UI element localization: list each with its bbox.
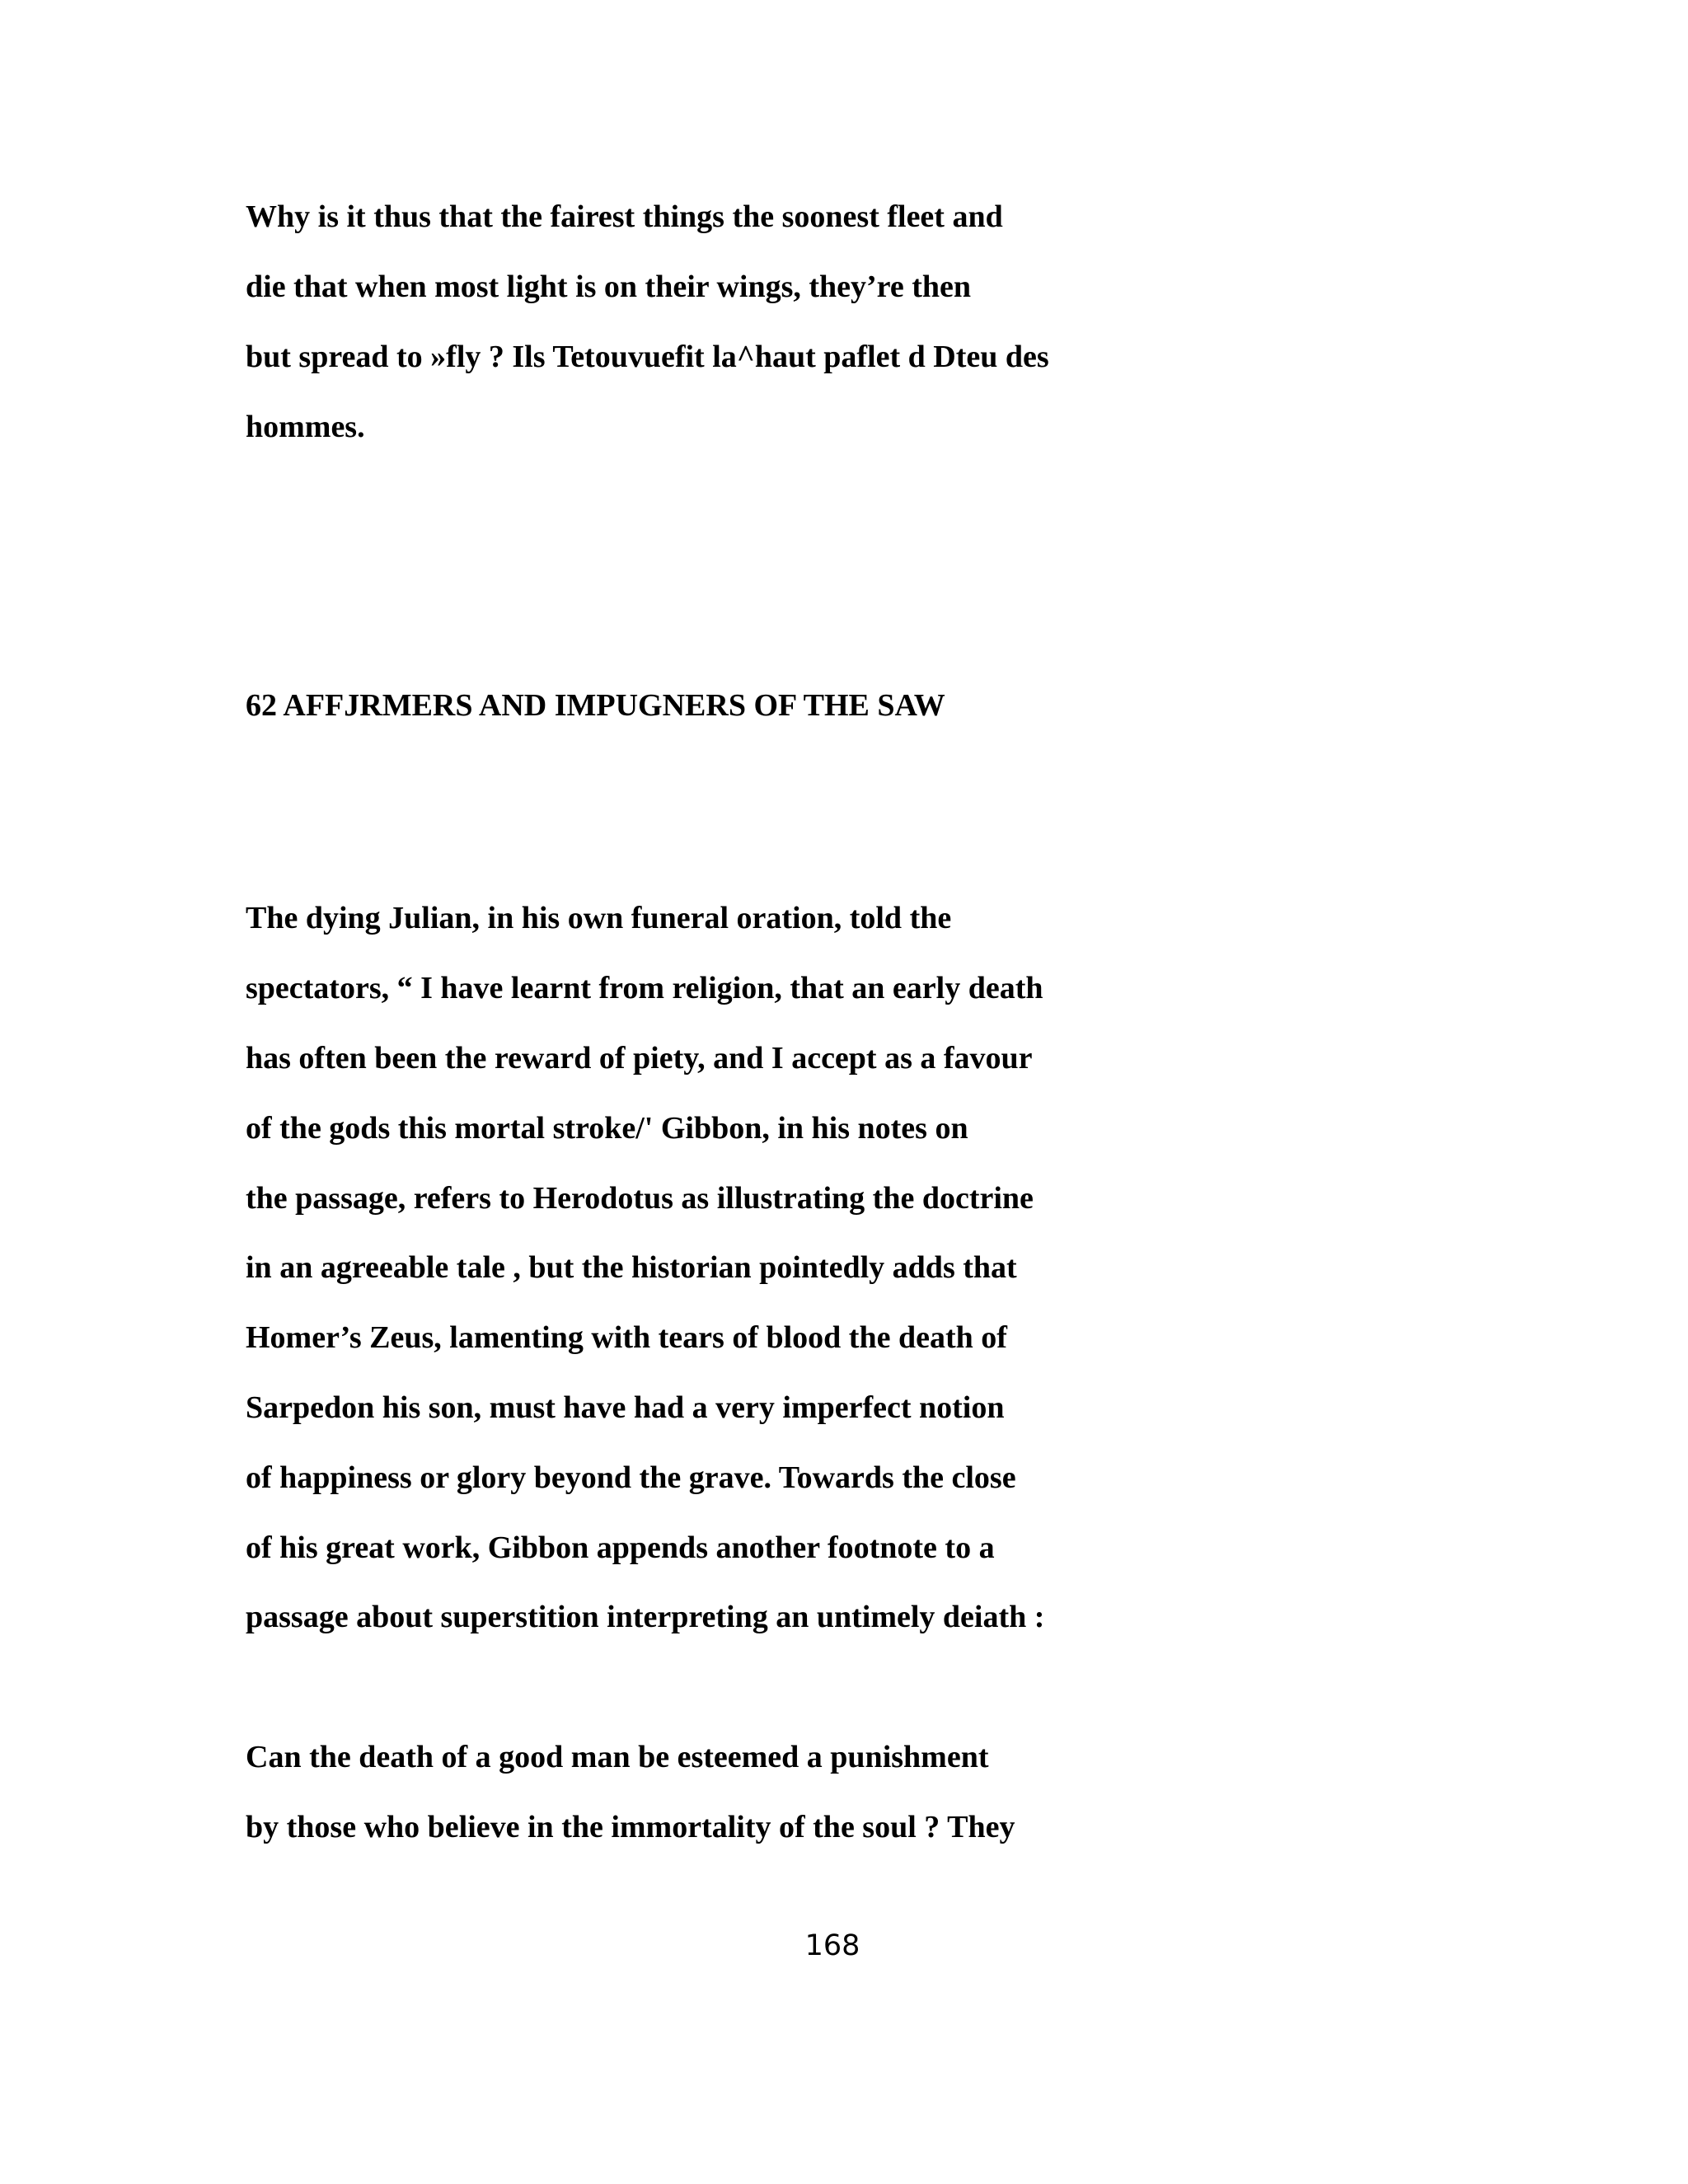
- text-line: of his great work, Gibbon appends another footnote to a: [246, 1530, 995, 1565]
- text-line: Why is it thus that the fairest things the soonest fleet and: [246, 199, 1003, 234]
- text-line: the passage, refers to Herodotus as illustrating the doctrine: [246, 1181, 1034, 1216]
- text-line: The dying Julian, in his own funeral oration, told the: [246, 901, 952, 935]
- text-line: Homer’s Zeus, lamenting with tears of blood the death of: [246, 1320, 1007, 1355]
- text-line: Sarpedon his son, must have had a very imperfect notion: [246, 1390, 1005, 1425]
- text-line: die that when most light is on their wings, they’re then: [246, 269, 972, 304]
- text-line: of the gods this mortal stroke/' Gibbon, in his notes on: [246, 1111, 968, 1146]
- text-line: hommes.: [246, 410, 365, 444]
- text-line: passage about superstition interpreting an untimely deiath :: [246, 1600, 1045, 1634]
- text-line: but spread to »fly ? Ils Tetouvuefit la^haut paflet d Dteu des: [246, 340, 1049, 374]
- text-line: in an agreeable tale , but the historian pointedly adds that: [246, 1250, 1017, 1285]
- text-line: of happiness or glory beyond the grave. Towards the close: [246, 1460, 1016, 1495]
- text-line: by those who believe in the immortality of the soul ? They: [246, 1810, 1015, 1844]
- text-line: has often been the reward of piety, and I accept as a favour: [246, 1041, 1033, 1076]
- page-number: 168: [804, 1929, 860, 1962]
- section-heading: 62 AFFJRMERS AND IMPUGNERS OF THE SAW: [246, 688, 945, 723]
- text-line: Can the death of a good man be esteemed a punishment: [246, 1740, 989, 1774]
- text-line: spectators, “ I have learnt from religion, that an early death: [246, 971, 1043, 1005]
